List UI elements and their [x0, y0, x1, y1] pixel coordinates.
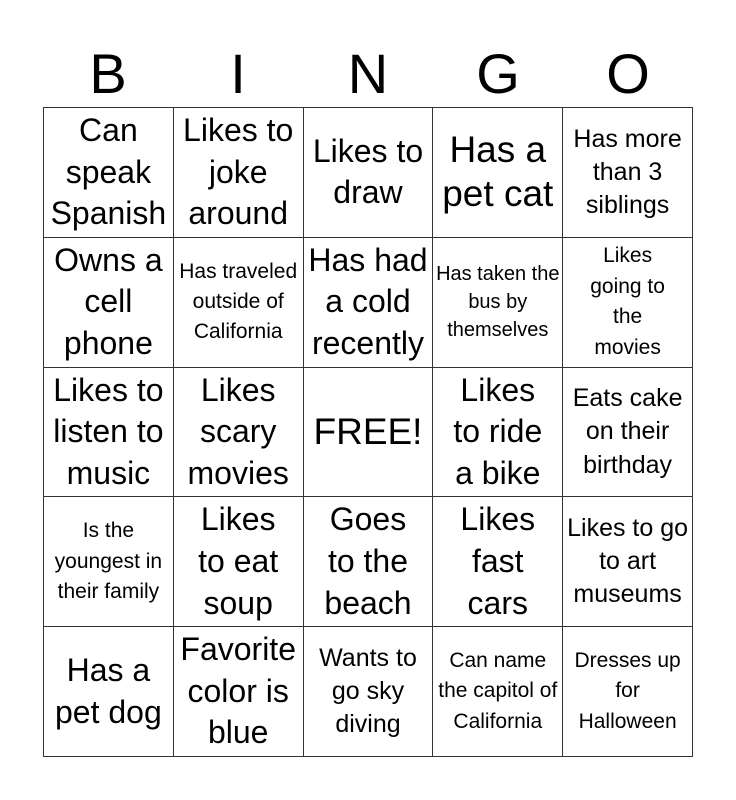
header-letter-o: O	[606, 42, 650, 105]
cell-text: Has traveled outside of California	[179, 259, 298, 344]
bingo-cell[interactable]	[304, 368, 434, 498]
cell-text: Likes to eat soup	[198, 501, 279, 621]
bingo-cell[interactable]	[44, 368, 174, 498]
bingo-cell[interactable]	[433, 497, 563, 627]
bingo-cell[interactable]	[304, 238, 434, 368]
cell-text: Has a pet cat	[442, 129, 554, 215]
header-letter-g: G	[476, 42, 520, 105]
cell-text: Can speak Spanish	[50, 112, 167, 232]
bingo-cell[interactable]	[433, 627, 563, 757]
cell-text: FREE!	[313, 410, 423, 452]
cell-text: Favorite color is blue	[180, 631, 296, 751]
header-letter-n: N	[347, 42, 389, 105]
bingo-cell[interactable]	[174, 108, 304, 238]
bingo-cell[interactable]	[174, 238, 304, 368]
cell-text: Likes to ride a bike	[453, 371, 543, 491]
bingo-cell[interactable]	[304, 108, 434, 238]
bingo-cell[interactable]	[44, 627, 174, 757]
bingo-cell[interactable]	[174, 497, 304, 627]
bingo-cell[interactable]	[433, 108, 563, 238]
bingo-header	[43, 40, 693, 108]
bingo-cell[interactable]	[563, 368, 693, 498]
bingo-cell[interactable]	[563, 238, 693, 368]
cell-text: Dresses up for Halloween	[574, 648, 681, 733]
cell-text: Eats cake on their birthday	[572, 384, 683, 479]
cell-text: Has taken the bus by themselves	[436, 263, 560, 342]
bingo-cell[interactable]	[433, 238, 563, 368]
cell-text: Has a pet dog	[55, 652, 162, 730]
bingo-cell[interactable]	[563, 627, 693, 757]
cell-text: Is the youngest in their family	[54, 519, 163, 603]
bingo-cell[interactable]	[433, 368, 563, 498]
cell-text: Likes fast cars	[460, 501, 536, 621]
cell-text: Wants to go sky diving	[319, 643, 417, 739]
cell-text: Owns a cell phone	[54, 241, 163, 361]
bingo-cell[interactable]	[174, 368, 304, 498]
bingo-board	[43, 107, 693, 757]
cell-text: Likes to listen to music	[53, 371, 164, 491]
bingo-cell[interactable]	[563, 108, 693, 238]
cell-text: Has had a cold recently	[308, 241, 428, 361]
cell-text: Has more than 3 siblings	[573, 124, 682, 220]
bingo-cell[interactable]	[563, 497, 693, 627]
bingo-cell[interactable]	[304, 627, 434, 757]
bingo-cell[interactable]	[44, 108, 174, 238]
cell-text: Likes to draw	[312, 132, 424, 211]
cell-text: Likes to go to art museums	[567, 513, 689, 609]
bingo-cell[interactable]	[174, 627, 304, 757]
cell-text: Likes going to the movies	[590, 244, 665, 359]
header-letter-b: B	[89, 42, 127, 105]
bingo-cell[interactable]	[304, 497, 434, 627]
bingo-cell[interactable]	[44, 238, 174, 368]
header-letter-i: I	[230, 42, 246, 105]
cell-text: Likes scary movies	[187, 371, 289, 491]
cell-text: Can name the capitol of California	[438, 648, 558, 733]
cell-text: Goes to the beach	[324, 501, 412, 621]
bingo-cell[interactable]	[44, 497, 174, 627]
cell-text: Likes to joke around	[183, 112, 294, 232]
